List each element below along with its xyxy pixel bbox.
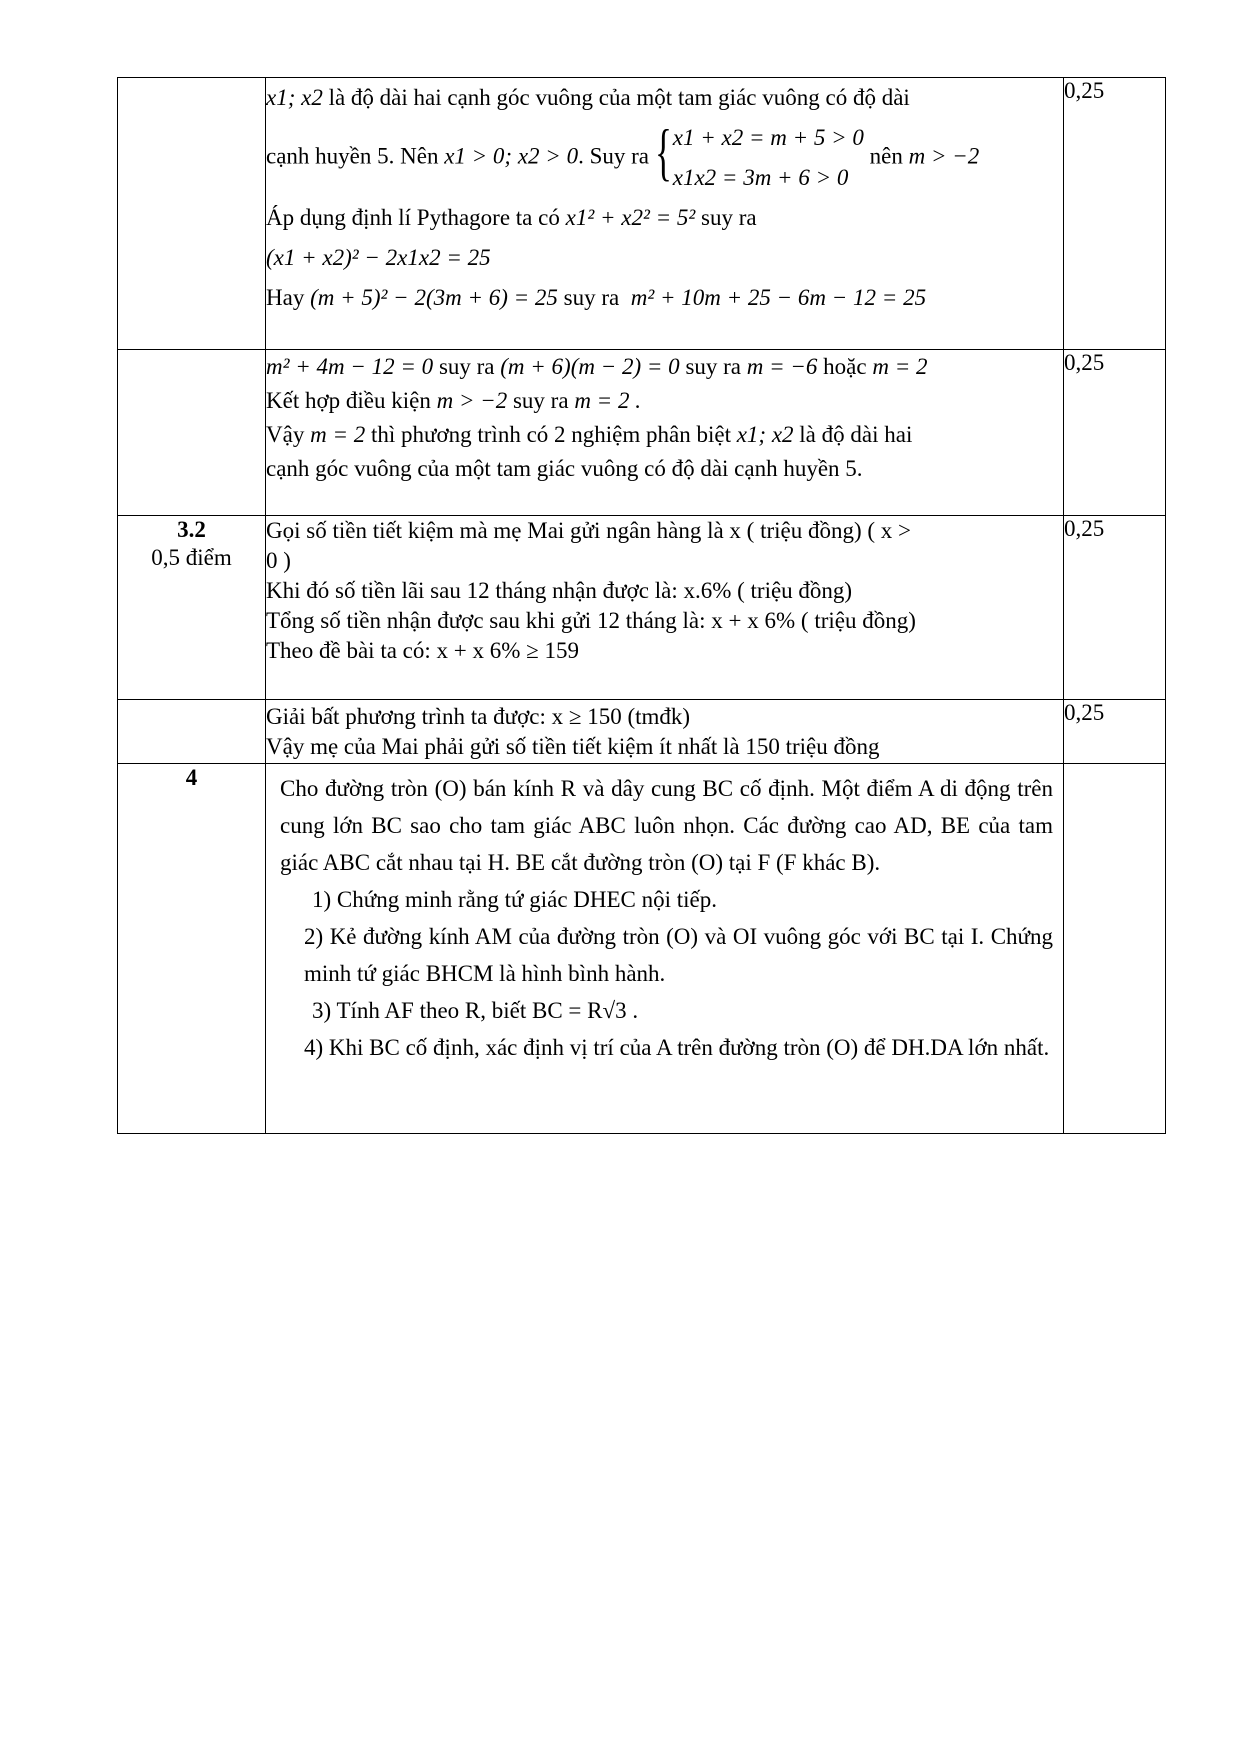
score-value: 0,25 bbox=[1064, 78, 1105, 103]
content-cell bbox=[266, 350, 1064, 516]
text: suy ra bbox=[685, 354, 742, 379]
text-line: Tổng số tiền nhận được sau khi gửi 12 tháng là: x + x 6% ( triệu đồng) bbox=[266, 608, 916, 633]
text: suy ra bbox=[563, 285, 620, 310]
math-expression: m² + 4m − 12 = 0 bbox=[266, 354, 434, 379]
text-line: 0 ) bbox=[266, 548, 291, 573]
math-expression: m = 2 bbox=[872, 354, 928, 379]
text: Vậy bbox=[266, 422, 305, 447]
math-expression: m = 2 . bbox=[574, 388, 641, 413]
text-line: Theo đề bài ta có: x + x 6% ≥ 159 bbox=[266, 638, 580, 663]
row-label-cell bbox=[118, 764, 266, 1134]
text-line: Giải bất phương trình ta được: x ≥ 150 (tmđk) bbox=[266, 704, 691, 729]
math-expression: (m + 5)² − 2(3m + 6) = 25 bbox=[310, 285, 558, 310]
text: cạnh huyền 5. Nên bbox=[266, 143, 439, 169]
math-expression: (x1 + x2)² − 2x1x2 = 25 bbox=[266, 245, 491, 270]
text: nên bbox=[869, 143, 903, 169]
math-expression: x1; x2 bbox=[266, 85, 323, 110]
text-line bbox=[266, 384, 1063, 418]
text-line bbox=[266, 350, 1063, 384]
problem-statement: Cho đường tròn (O) bán kính R và dây cung BC cố định. Một điểm A di động trên cung lớn BC sao cho tam giác ABC luôn nhọn. Các đường cao AD, BE của tam giác ABC cắt nhau tại H. BE cắt đường tròn (O) tại F (F khác B). bbox=[280, 776, 1053, 875]
question-2: 2) Kẻ đường kính AM của đường tròn (O) và OI vuông góc với BC tại I. Chứng minh tứ giác BHCM là hình bình hành. bbox=[304, 924, 1053, 986]
score-value: 0,25 bbox=[1064, 516, 1105, 541]
content-cell bbox=[266, 516, 1064, 700]
math-expression: m = 2 bbox=[310, 422, 366, 447]
score-cell bbox=[1064, 516, 1166, 700]
text-line bbox=[266, 278, 1063, 318]
text: suy ra bbox=[512, 388, 569, 413]
math-expression: x1 > 0; x2 > 0 bbox=[444, 143, 579, 169]
text: Hay bbox=[266, 285, 305, 310]
text: suy ra bbox=[701, 205, 757, 230]
row-label-cell bbox=[118, 700, 266, 764]
math-expression: m² + 10m + 25 − 6m − 12 = 25 bbox=[630, 285, 927, 310]
text-line: cạnh góc vuông của một tam giác vuông có độ dài cạnh huyền 5. bbox=[266, 456, 863, 481]
text: hoặc bbox=[823, 354, 867, 379]
table-row bbox=[118, 516, 1166, 700]
score-value: 0,25 bbox=[1064, 700, 1105, 725]
row-label-cell bbox=[118, 78, 266, 350]
score-cell bbox=[1064, 350, 1166, 516]
text-line bbox=[266, 118, 1063, 198]
answer-table bbox=[117, 77, 1166, 1134]
score-cell bbox=[1064, 764, 1166, 1134]
question-3: 3) Tính AF theo R, biết BC = R√3 . bbox=[312, 998, 639, 1023]
score-value: 0,25 bbox=[1064, 350, 1105, 375]
math-expression: m > −2 bbox=[436, 388, 508, 413]
text-line: Khi đó số tiền lãi sau 12 tháng nhận được là: x.6% ( triệu đồng) bbox=[266, 578, 853, 603]
math-expression: m = −6 bbox=[746, 354, 818, 379]
text-line: Vậy mẹ của Mai phải gửi số tiền tiết kiệm ít nhất là 150 triệu đồng bbox=[266, 734, 880, 759]
row-label-cell bbox=[118, 516, 266, 700]
score-cell bbox=[1064, 700, 1166, 764]
text-line bbox=[266, 198, 1063, 238]
text: . Suy ra bbox=[578, 143, 649, 169]
content-cell bbox=[266, 78, 1064, 350]
table-row bbox=[118, 700, 1166, 764]
question-4: 4) Khi BC cố định, xác định vị trí của A trên đường tròn (O) để DH.DA lớn nhất. bbox=[304, 1035, 1050, 1060]
math-expression: m > −2 bbox=[908, 143, 980, 169]
content-cell bbox=[266, 700, 1064, 764]
section-points: 0,5 điểm bbox=[151, 545, 232, 570]
table-row bbox=[118, 78, 1166, 350]
text: là độ dài hai cạnh góc vuông của một tam giác vuông có độ dài bbox=[328, 85, 910, 110]
table-row bbox=[118, 764, 1166, 1134]
score-cell bbox=[1064, 78, 1166, 350]
text-line: Gọi số tiền tiết kiệm mà mẹ Mai gửi ngân hàng là x ( triệu đồng) ( x > bbox=[266, 518, 912, 543]
math-expression: x1; x2 bbox=[736, 422, 794, 447]
brace-icon: { bbox=[654, 116, 672, 187]
text: Áp dụng định lí Pythagore ta có bbox=[266, 205, 560, 230]
equation-system bbox=[655, 118, 864, 198]
table-row bbox=[118, 350, 1166, 516]
text: Kết hợp điều kiện bbox=[266, 388, 431, 413]
text-line bbox=[266, 78, 1063, 118]
equation: x1 + x2 = m + 5 > 0 bbox=[672, 125, 864, 150]
text: thì phương trình có 2 nghiệm phân biệt bbox=[370, 422, 731, 447]
text-line bbox=[266, 418, 1063, 452]
section-number: 4 bbox=[185, 765, 198, 790]
content-cell bbox=[266, 764, 1064, 1134]
text: là độ dài hai bbox=[799, 422, 913, 447]
math-expression: (m + 6)(m − 2) = 0 bbox=[500, 354, 680, 379]
text: suy ra bbox=[438, 354, 495, 379]
section-number: 3.2 bbox=[177, 517, 206, 542]
equation: x1x2 = 3m + 6 > 0 bbox=[672, 165, 849, 190]
row-label-cell bbox=[118, 350, 266, 516]
question-1: 1) Chứng minh rằng tứ giác DHEC nội tiếp. bbox=[312, 887, 718, 912]
math-expression: x1² + x2² = 5² bbox=[565, 205, 696, 230]
